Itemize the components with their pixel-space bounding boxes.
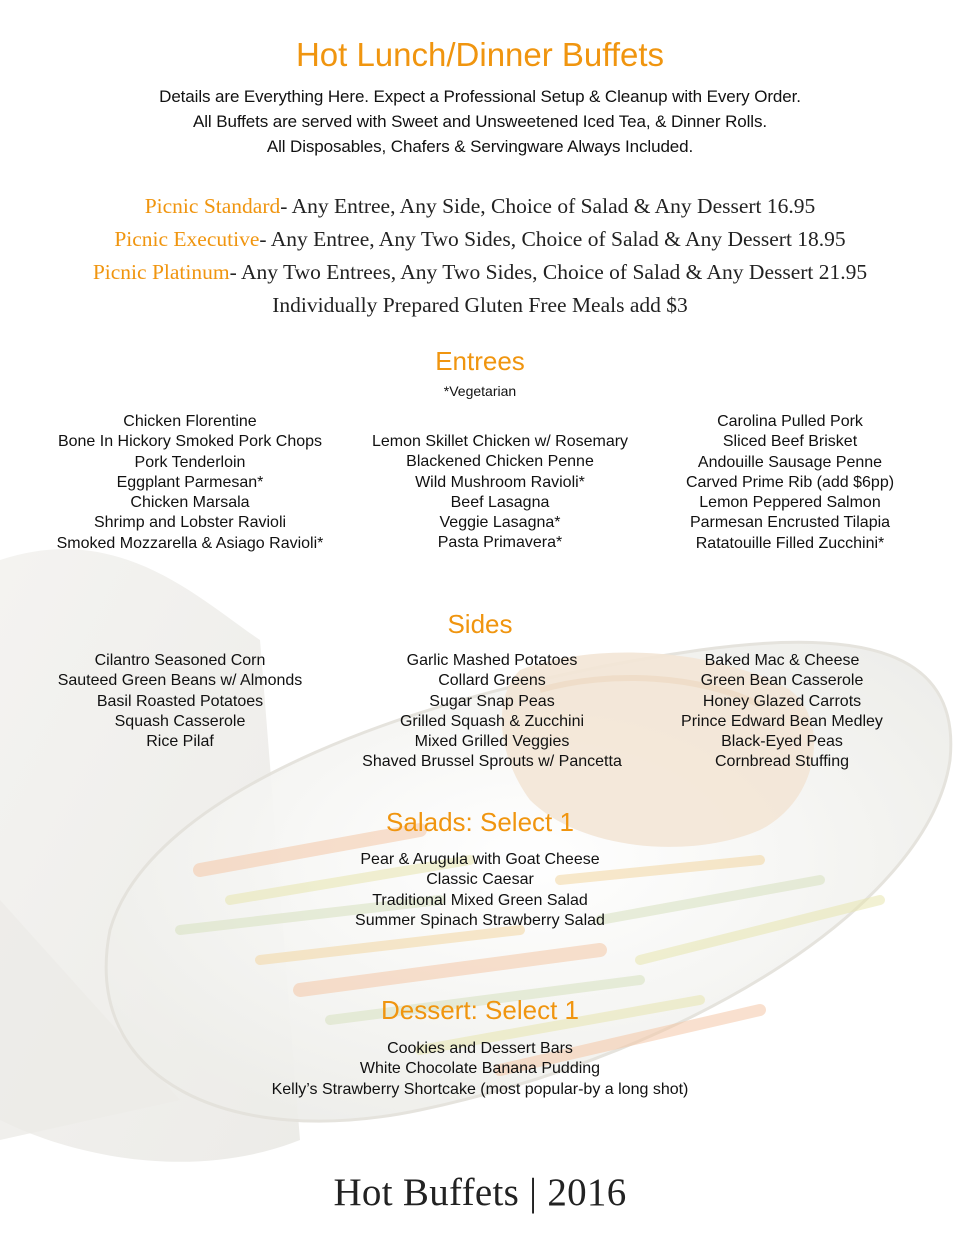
menu-item: Parmesan Encrusted Tilapia <box>689 514 891 532</box>
package-name: Picnic Platinum <box>92 260 230 284</box>
package-platinum <box>0 256 960 289</box>
menu-item: Cilantro Seasoned Corn <box>94 652 266 669</box>
menu-item: Blackened Chicken Penne <box>406 453 594 471</box>
menu-item: Sugar Snap Peas <box>429 692 555 710</box>
entrees-column-2 <box>330 432 670 554</box>
menu-item: Summer Spinach Strawberry Salad <box>355 911 605 929</box>
entrees-column-1 <box>20 412 360 554</box>
menu-item: Collard Greens <box>438 672 546 690</box>
menu-item: Veggie Lasagna* <box>439 514 561 532</box>
menu-item: Black-Eyed Peas <box>721 733 843 751</box>
menu-item: Prince Edward Bean Medley <box>681 712 883 730</box>
menu-item: Chicken Florentine <box>123 413 257 430</box>
vegetarian-note: *Vegetarian <box>443 383 517 399</box>
menu-item: Wild Mushroom Ravioli* <box>415 473 585 491</box>
salads-heading: Salads: Select 1 <box>386 807 574 837</box>
menu-item: Pork Tenderloin <box>134 453 246 471</box>
salads-list <box>0 850 960 931</box>
package-standard <box>0 190 960 223</box>
package-description: - Any Entree, Any Two Sides, Choice of Salad & Any Dessert 18.95 <box>259 227 846 251</box>
menu-item: Chicken Marsala <box>130 494 250 512</box>
menu-item: Shaved Brussel Sprouts w/ Pancetta <box>362 753 622 771</box>
menu-item: Classic Caesar <box>426 871 534 889</box>
menu-item: Pear & Arugula with Goat Cheese <box>360 851 600 868</box>
package-description: - Any Two Entrees, Any Two Sides, Choice of Salad & Any Dessert 21.95 <box>229 260 868 284</box>
sides-column-1 <box>10 651 350 752</box>
package-name: Picnic Executive <box>114 227 260 251</box>
menu-item: Smoked Mozzarella & Asiago Ravioli* <box>56 534 324 552</box>
menu-item: Honey Glazed Carrots <box>702 692 862 710</box>
menu-item: Squash Casserole <box>114 712 246 730</box>
package-list <box>0 190 960 322</box>
footer-title: Hot Buffets | 2016 <box>333 1171 627 1214</box>
menu-item: Mixed Grilled Veggies <box>414 733 570 751</box>
menu-item: Basil Roasted Potatoes <box>96 692 264 710</box>
package-name: Picnic Standard <box>144 194 281 218</box>
menu-item: White Chocolate Banana Pudding <box>359 1060 601 1078</box>
menu-item: Kelly’s Strawberry Shortcake (most popular-by a long shot) <box>271 1080 689 1098</box>
desserts-list <box>0 1039 960 1100</box>
sides-column-2 <box>322 651 662 773</box>
menu-item: Lemon Skillet Chicken w/ Rosemary <box>371 433 629 450</box>
entrees-column-3 <box>620 412 960 554</box>
menu-item: Sliced Beef Brisket <box>722 433 858 451</box>
menu-item: Green Bean Casserole <box>700 672 864 690</box>
menu-item: Baked Mac & Cheese <box>704 652 860 669</box>
menu-item: Lemon Peppered Salmon <box>699 494 881 512</box>
menu-item: Traditional Mixed Green Salad <box>372 891 588 909</box>
menu-item: Grilled Squash & Zucchini <box>399 712 585 730</box>
menu-item: Pasta Primavera* <box>437 534 563 552</box>
details-line: Details are Everything Here. Expect a Professional Setup & Cleanup with Every Order. <box>159 87 801 106</box>
menu-item: Garlic Mashed Potatoes <box>406 652 578 669</box>
package-executive <box>0 223 960 256</box>
service-details <box>0 84 960 159</box>
package-description: - Any Entree, Any Side, Choice of Salad & Any Dessert 16.95 <box>280 194 816 218</box>
entrees-heading: Entrees <box>435 346 525 376</box>
menu-item: Carolina Pulled Pork <box>717 413 863 430</box>
menu-item: Cornbread Stuffing <box>714 753 849 771</box>
sides-column-3 <box>612 651 952 773</box>
menu-item: Ratatouille Filled Zucchini* <box>695 534 885 552</box>
menu-item: Eggplant Parmesan* <box>116 473 264 491</box>
details-line: All Disposables, Chafers & Servingware Always Included. <box>266 137 694 156</box>
menu-item: Shrimp and Lobster Ravioli <box>93 514 287 532</box>
page-title: Hot Lunch/Dinner Buffets <box>295 36 665 73</box>
menu-item: Sauteed Green Beans w/ Almonds <box>57 672 303 690</box>
menu-item: Andouille Sausage Penne <box>697 453 883 471</box>
details-line: All Buffets are served with Sweet and Unsweetened Iced Tea, & Dinner Rolls. <box>193 112 767 131</box>
menu-item: Carved Prime Rib (add $6pp) <box>685 473 895 491</box>
menu-item: Bone In Hickory Smoked Pork Chops <box>57 433 323 451</box>
desserts-heading: Dessert: Select 1 <box>381 995 579 1025</box>
menu-item: Rice Pilaf <box>146 733 214 751</box>
menu-item: Cookies and Dessert Bars <box>387 1040 573 1057</box>
menu-item: Beef Lasagna <box>450 493 550 511</box>
sides-heading: Sides <box>447 609 513 639</box>
gluten-free-note: Individually Prepared Gluten Free Meals add $3 <box>272 293 688 317</box>
